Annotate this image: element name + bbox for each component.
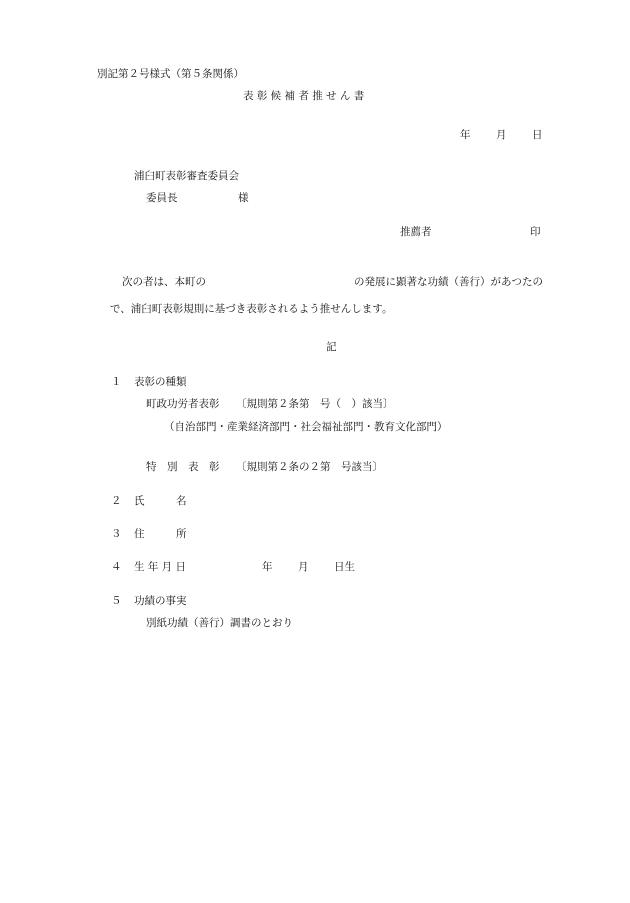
item5-number: ５ [111, 595, 122, 607]
date-month-label: 月 [496, 129, 507, 141]
recommender-label: 推薦者 [400, 226, 432, 238]
document-title: 表 彰 候 補 者 推 せ ん 書 [243, 90, 365, 102]
item4-month: 月 [298, 561, 309, 573]
item4-day: 日生 [334, 561, 355, 573]
form-label: 別記第２号様式（第５条関係） [97, 68, 244, 80]
recommender-seal: 印 [530, 226, 541, 238]
item1-label: 表彰の種類 [134, 376, 187, 388]
addressee-committee: 浦臼町表彰審査委員会 [134, 170, 239, 182]
item4-number: ４ [111, 561, 122, 573]
ki-marker: 記 [326, 341, 337, 353]
item3-number: ３ [111, 528, 122, 540]
item4-year: 年 [262, 561, 273, 573]
body-line2: で、浦臼町表彰規則に基づき表彰されるよう推せんします。 [110, 303, 393, 315]
item2-number: ２ [111, 495, 122, 507]
date-day-label: 日 [532, 129, 543, 141]
item3-label: 住 所 [134, 528, 187, 540]
item5-content: 別紙功績（善行）調書のとおり [146, 617, 293, 629]
body-line1-start: 次の者は、本町の [122, 276, 206, 288]
award-divisions: （自治部門・産業経済部門・社会福祉部門・教育文化部門） [164, 421, 448, 433]
item2-label: 氏 名 [134, 495, 187, 507]
item5-label: 功績の事実 [134, 595, 187, 607]
date-year-label: 年 [460, 129, 471, 141]
award-type-civic-merit: 町政功労者表彰 [146, 398, 220, 410]
item4-label: 生 年 月 日 [134, 561, 187, 573]
award-type-civic-merit-ref: 〔規則第２条第 号（ ）該当〕 [236, 398, 394, 410]
award-type-special-ref: 〔規則第２条の２第 号該当〕 [236, 461, 383, 473]
addressee-honorific: 様 [238, 192, 249, 204]
award-type-special: 特 別 表 彰 [146, 461, 220, 473]
body-line1-end: の発展に顕著な功績（善行）があつたの [354, 276, 543, 288]
item1-number: １ [111, 376, 122, 388]
addressee-chair: 委員長 [146, 192, 178, 204]
